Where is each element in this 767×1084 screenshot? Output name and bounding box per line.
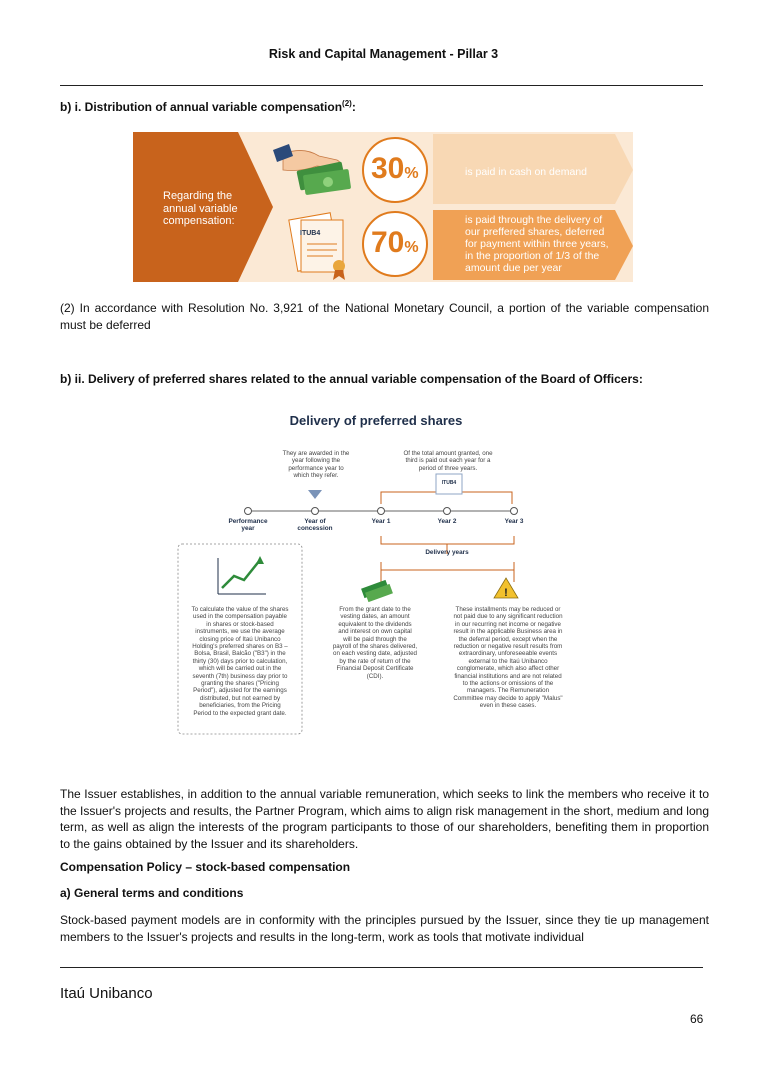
left-label: Regarding the annual variable compensation: <box>163 190 238 227</box>
section-heading-bii: b) ii. Delivery of preferred shares related to the annual variable compensation of the Board of Officers: <box>60 372 643 386</box>
delivery-years-label: Delivery years <box>425 549 469 556</box>
page-number: 66 <box>690 1012 704 1026</box>
footer-rule <box>60 967 703 968</box>
box-right-text: These installments may be reduced or not paid due to any significant reduction in our recurring net income or negative result in the applicable Business area in the deferral period, except when the reduction or negative result results from extraordinary, unforeseeable events external to the Itaú Unibanco conglomerate, which also affect other financial institutions and are not related to the actions or omissions of the managers. The Remuneration Committee may decide to apply "Malus" even in these cases. <box>453 606 563 710</box>
timeline-label-year1: Year 1 <box>371 518 391 525</box>
callout-right: Of the total amount granted, one third is paid out each year for a period of three years. <box>403 450 493 472</box>
page-header-title: Risk and Capital Management - Pillar 3 <box>268 47 499 61</box>
box-left-text: To calculate the value of the shares used in the compensation payable in shares or stock-based instruments, we use the average closing price of Itaú Unibanco Holding's preferred shares on B3 – Bolsa, Brasil, Balcão ("B3") in the thirty (30) days prior to calculation, which will be carried out in the seventh (7th) business day prior to granting the shares ("Pricing Period"), adjusted for the earnings distributed, but not earned by beneficiaries, from the Pricing Period to the expected grant date. <box>191 606 289 717</box>
paragraph-stock-based: Stock-based payment models are in conformity with the principles pursued by the Issuer, since they tie up management members to the Issuer's projects and results in the long-term, work as tools that motivate individual <box>60 913 709 944</box>
compensation-distribution-figure <box>133 132 633 282</box>
share-certificate-icon <box>289 213 345 280</box>
timeline-label-year3: Year 3 <box>504 518 524 525</box>
svg-text:!: ! <box>504 587 508 599</box>
percent-30: 30% <box>371 152 419 185</box>
chart-growth-icon <box>218 556 266 594</box>
timeline-label-year2: Year 2 <box>437 518 457 525</box>
callout-left: They are awarded in the year following the performance year to which they refer. <box>282 450 350 480</box>
row2-text: is paid through the delivery of our preffered shares, deferred for payment within three years, in the proportion of 1/3 of the amount due per year <box>465 214 609 274</box>
percent-70: 70% <box>371 226 419 259</box>
figure-title: Delivery of preferred shares <box>289 413 463 428</box>
delivery-preferred-shares-figure <box>176 408 596 738</box>
footnote-2: (2) In accordance with Resolution No. 3,921 of the National Monetary Council, a portion of the variable compensation must be deferred <box>60 301 709 332</box>
box-mid-text: From the grant date to the vesting dates, an amount equivalent to the dividends and interest on own capital will be paid through the payroll of the shares delivered, on each vesting date, adjusted by the rate of return of the Financial Deposit Certificate (CDI). <box>332 606 418 680</box>
row1-text: is paid in cash on demand <box>465 166 587 178</box>
section-heading-bi: b) i. Distribution of annual variable compensation$^{(2)}$: <box>60 99 356 114</box>
timeline-label-concession: Year of concession <box>297 518 333 532</box>
ticker-figure2: ITUB4 <box>441 480 457 486</box>
ticker-label: ITUB4 <box>300 230 321 237</box>
paragraph-partner-program: The Issuer establishes, in addition to the annual variable remuneration, which seeks to link the members who receive it to the Issuer's projects and results, the Partner Program, which aims to align risk management in the short, medium and long term, as well as align the interests of the program participants to those of our shareholders, benefiting them in proportion to the gains obtained by the Issuer and its shareholders. <box>60 787 709 851</box>
header-rule <box>60 85 703 86</box>
heading-general-terms: a) General terms and conditions <box>60 886 244 900</box>
timeline-label-performance: Performance year <box>228 518 268 532</box>
footer-brand: Itaú Unibanco <box>60 985 153 1002</box>
heading-compensation-policy: Compensation Policy – stock-based compensation <box>60 860 351 874</box>
money-icon <box>361 580 393 602</box>
